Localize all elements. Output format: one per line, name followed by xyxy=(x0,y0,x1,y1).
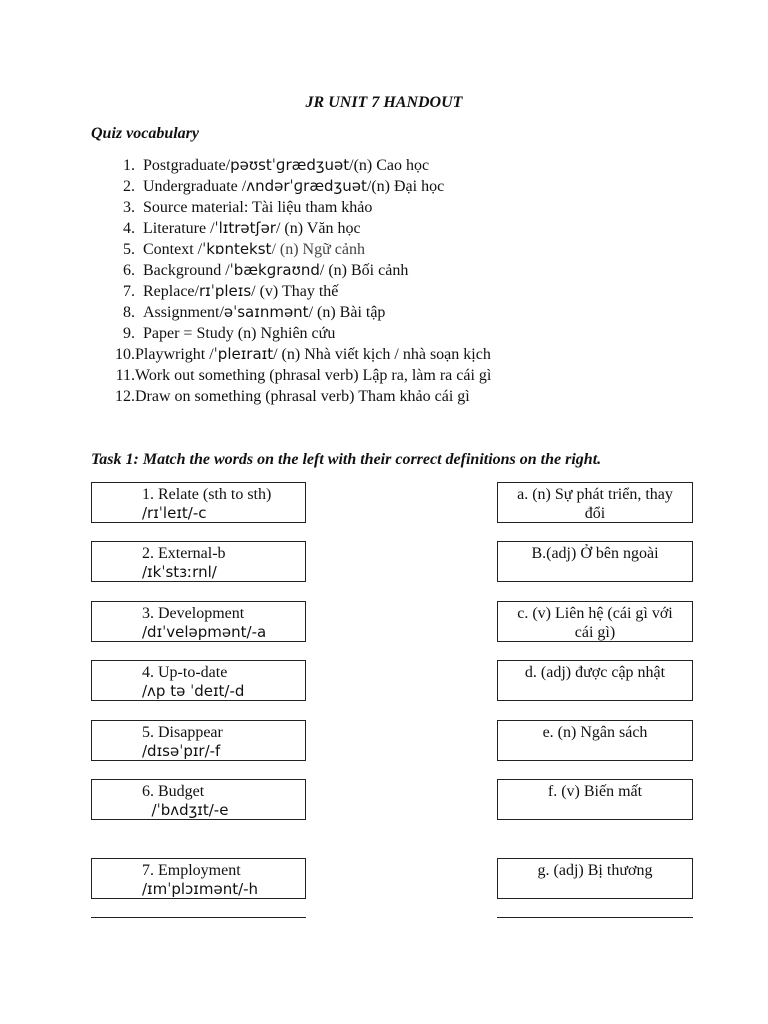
vocab-text: Postgraduate/ xyxy=(143,157,231,174)
vocab-number: 4. xyxy=(123,220,135,237)
right-definition-box: e. (n) Ngân sách xyxy=(497,720,693,761)
left-word-ipa: /ɪkˈstɜːrnl/ xyxy=(142,563,217,581)
left-word: 5. Disappear xyxy=(142,724,223,741)
left-word-box xyxy=(91,482,306,523)
left-word-box xyxy=(91,660,306,701)
vocab-meaning: /(n) Đại học xyxy=(366,178,445,195)
vocab-text: Literature / xyxy=(143,220,215,237)
vocab-meaning: / (n) Văn học xyxy=(275,220,361,237)
vocab-item xyxy=(91,218,491,239)
left-word: 6. Budget xyxy=(142,783,205,800)
vocab-number: 1. xyxy=(123,157,135,174)
right-definition-box: d. (adj) được cập nhật xyxy=(497,660,693,701)
vocab-number: 11. xyxy=(115,367,135,384)
left-word: 4. Up-to-date xyxy=(142,664,228,681)
vocab-text: Source material: Tài liệu tham khảo xyxy=(143,199,373,216)
vocab-text: Undergraduate / xyxy=(143,178,247,195)
vocab-item xyxy=(91,344,491,365)
vocab-item xyxy=(91,176,491,197)
vocab-number: 12. xyxy=(115,388,135,405)
vocab-meaning: / (n) Ngữ cảnh xyxy=(271,241,365,258)
vocab-item xyxy=(91,323,491,344)
vocab-ipa: ˈkɒntekst xyxy=(202,240,272,258)
vocabulary-list xyxy=(91,155,491,407)
left-word-box xyxy=(91,601,306,642)
vocab-text: Context / xyxy=(143,241,203,258)
vocab-text: Paper = Study (n) Nghiên cứu xyxy=(143,325,336,342)
vocab-meaning: / (n) Bối cảnh xyxy=(319,262,409,279)
vocab-number: 5. xyxy=(123,241,135,258)
vocab-item xyxy=(91,302,491,323)
right-definition-box: g. (adj) Bị thương xyxy=(497,858,693,899)
left-word: 1. Relate (sth to sth) xyxy=(142,486,272,503)
vocab-ipa: ˈlɪtrətʃər xyxy=(214,219,276,237)
left-word-ipa: /ɪmˈplɔɪmənt/-h xyxy=(142,880,259,898)
right-definition-box: c. (v) Liên hệ (cái gì với cái gì) xyxy=(497,601,693,642)
vocab-item xyxy=(91,386,491,407)
left-word-box xyxy=(91,720,306,761)
vocab-meaning: / (n) Bài tập xyxy=(308,304,386,321)
left-word: 3. Development xyxy=(142,605,245,622)
left-word-ipa: /dɪsəˈpɪr/-f xyxy=(142,742,221,760)
vocab-number: 6. xyxy=(123,262,135,279)
vocab-number: 8. xyxy=(123,304,135,321)
left-word-box xyxy=(91,858,306,899)
right-definition-box: f. (v) Biến mất xyxy=(497,779,693,820)
right-definition-box: a. (n) Sự phát triển, thay đổi xyxy=(497,482,693,523)
left-word-box xyxy=(91,541,306,582)
quiz-vocabulary-heading: Quiz vocabulary xyxy=(91,125,199,142)
vocab-text: Work out something (phrasal verb) Lập ra, làm ra cái gì xyxy=(135,367,492,384)
left-word-box xyxy=(91,779,306,820)
task-1-heading: Task 1: Match the words on the left with their correct definitions on the right. xyxy=(91,451,602,468)
right-answer-line xyxy=(497,917,693,918)
left-word: 2. External-b xyxy=(142,545,226,562)
vocab-number: 9. xyxy=(123,325,135,342)
handout-title: JR UNIT 7 HANDOUT xyxy=(305,94,463,111)
vocab-ipa: pəʊstˈɡrædʒuət xyxy=(230,156,350,174)
vocab-text: Background / xyxy=(143,262,230,279)
left-word-ipa: /dɪˈveləpmənt/-a xyxy=(142,623,267,641)
left-word-ipa: /rɪˈleɪt/-c xyxy=(142,504,207,522)
vocab-text: Assignment/ xyxy=(143,304,224,321)
vocab-meaning: / (n) Nhà viết kịch / nhà soạn kịch xyxy=(273,346,491,363)
vocab-ipa: rɪˈpleɪs xyxy=(198,282,252,300)
left-answer-line xyxy=(91,917,306,918)
vocab-item xyxy=(91,281,491,302)
vocab-item xyxy=(91,365,491,386)
vocab-item xyxy=(91,197,491,218)
vocab-number: 3. xyxy=(123,199,135,216)
left-word-ipa: /ˈbʌdʒɪt/-e xyxy=(142,801,229,819)
vocab-meaning: /(n) Cao học xyxy=(349,157,430,174)
vocab-number: 10. xyxy=(115,346,135,363)
vocab-item xyxy=(91,239,491,260)
left-word-ipa: /ʌp tə ˈdeɪt/-d xyxy=(142,682,245,700)
vocab-item xyxy=(91,260,491,281)
vocab-number: 2. xyxy=(123,178,135,195)
vocab-meaning: / (v) Thay thế xyxy=(251,283,339,300)
vocab-ipa: ʌndərˈɡrædʒuət xyxy=(246,177,367,195)
vocab-number: 7. xyxy=(123,283,135,300)
right-definition-box: B.(adj) Ở bên ngoài xyxy=(497,541,693,582)
vocab-ipa: ˈpleɪraɪt xyxy=(213,345,274,363)
vocab-item xyxy=(91,155,491,176)
vocab-ipa: əˈsaɪnmənt xyxy=(223,303,309,321)
vocab-text: Replace/ xyxy=(143,283,199,300)
vocab-text: Playwright / xyxy=(135,346,214,363)
left-word: 7. Employment xyxy=(142,862,241,879)
vocab-text: Draw on something (phrasal verb) Tham khảo cái gì xyxy=(135,388,470,405)
vocab-ipa: ˈbækɡraʊnd xyxy=(229,261,320,279)
